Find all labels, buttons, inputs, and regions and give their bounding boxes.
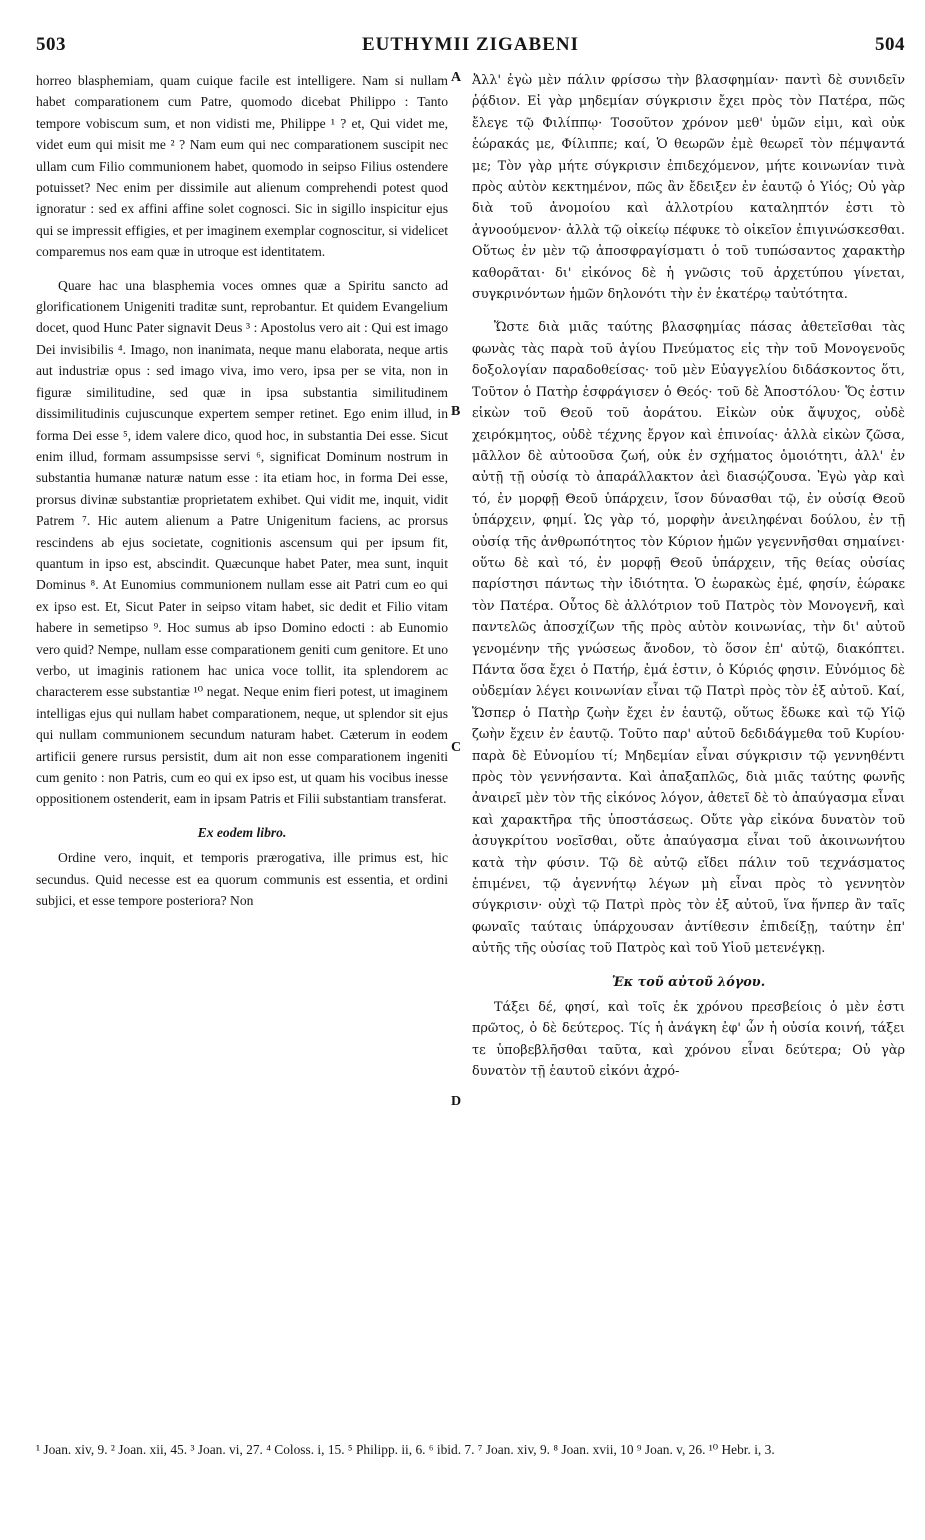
latin-column bbox=[36, 70, 448, 923]
latin-subheading: Ex eodem libro. bbox=[197, 824, 287, 840]
greek-paragraph-1: Ἀλλ' ἐγὼ μὲν πάλιν φρίσσω τὴν βλασφημίαν· παντὶ δὲ συνιδεῖν ῥᾴδιον. Εἰ γὰρ μηδεμίαν σύγκρισιν ἔχει πρὸς τὸν Πατέρα, πῶς ἔλεγε τῷ Φιλίππῳ· Τοσοῦτον χρόνον μεθ' ὑμῶν εἰμι, καὶ οὐκ ἑώρακάς με, Φίλιππε; καί, Ὁ θεωρῶν ἐμὲ θεωρεῖ τὸν πέμψαντά με; Τὸν γὰρ μήτε σύγκρισιν ἐπιδεχόμενον, μήτε κοινωνίαν τινὰ πρὸς αὐτὸν κεκτημένον, πῶς ἂν ἔδειξεν ἐν ἑαυτῷ ὁ Υἱός; Οὐ γὰρ διὰ τοῦ ἀνομοίου καὶ ἀλλοτρίου καταληπτόν ἐστι τὸ ἀγνοούμενον· ἀλλὰ τῷ οἰκείῳ πέφυκε τὸ οἰκεῖον ἐπιγινώσκεσθαι. Οὕτως ἐν μὲν τῷ ἀποσφραγίσματι ὁ τοῦ τυπώσαντος χαρακτὴρ καθορᾶται· δι' εἰκόνος δὲ ἡ γνῶσις τοῦ ἀρχετύπου γίνεται, συγκρινόντων ἡμῶν δηλονότι τὴν ἐν ἑκατέρῳ ταὐτότητα. bbox=[472, 73, 905, 303]
greek-paragraph-3: Τάξει δέ, φησί, καὶ τοῖς ἐκ χρόνου πρεσβείοις ὁ μὲν ἐστι πρῶτος, ὁ δὲ δεύτερος. Τίς ἡ ἀνάγκη ἐφ' ὧν ἡ οὐσία κοινή, τάξει τε ὑποβεβλῆσθαι ταῦτα, καὶ χρόνου εἶναι δεύτερα; Οὐ γὰρ δυνατὸν τῇ ἑαυτοῦ εἰκόνι ἀχρό- bbox=[472, 1000, 905, 1080]
margin-letter-c: C bbox=[451, 740, 462, 755]
margin-letter-d: D bbox=[451, 1094, 462, 1109]
page-number-right: 504 bbox=[875, 34, 905, 55]
margin-letter-b: B bbox=[451, 404, 461, 419]
greek-column bbox=[472, 70, 905, 1095]
margin-letter-a: A bbox=[451, 70, 462, 85]
latin-paragraph-3: Ordine vero, inquit, et temporis prærogativa, ille primus est, hic secundus. Quid necesse est ea quorum communis est essentia, et ordini subjici, et esse tempore posteriora? Non bbox=[36, 850, 448, 909]
page-number-left: 503 bbox=[36, 34, 66, 55]
running-header bbox=[36, 34, 905, 64]
greek-subheading: Ἐκ τοῦ αὐτοῦ λόγου. bbox=[611, 974, 766, 990]
running-title: EUTHYMII ZIGABENI bbox=[361, 34, 580, 55]
latin-paragraph-2: Quare hac una blasphemia voces omnes quæ a Spiritu sancto ad glorificationem Unigeniti traditæ sunt, reprobantur. Et quidem Evangelium docet, quod Hunc Pater signavit Deus ³ : Apostolus vero ait : Qui est imago Dei invisibilis ⁴. Imago, non inanimata, neque manu elaborata, neque artis aut industriæ opus : sed imago viva, imo vero, ipsa per se vita, non in figuræ similitudine, sed quæ in ipsa substantia similitudinem dissimilitudinis cujuscunque expertem semper retinet. Ego enim illud, in forma Dei esse ⁵, idem valere dico, quod hoc, in substantia Dei esse. Sicut enim illud, formam assumpsisse servi ⁶, significat Dominum nostrum in substantia humanæ naturæ natum esse : ita etiam hoc, in forma Dei esse, prorsus divinæ substantiæ proprietatem exhibet. Qui vidit me, inquit, vidit Patrem ⁷. Hic autem alienum a Patre Unigenitum faciens, ac prorsus rescindens ab ejus societate, cognitionis ascensum qui per ipsum fit, quantum in ipso est, abscindit. Quæcunque habet Pater, mea sunt, inquit Dominus ⁸. At Eunomius communionem nullam esse ait Patri cum eo qui ex ipso est. Et, Sicut Pater in seipso vitam habet, sic dedit et Filio vitam habere in semetipso ⁹. Hoc sumus ab ipso Domino edocti : ab Eunomio vero quid? Nempe, nullam esse comparationem geniti cum genitore. Et uno verbo, ut imaginis rationem hac unica voce tollit, ita splendorem ac characterem esse substantiæ ¹⁰ negat. Neque enim fieri potest, ut imaginem intelligas ejus qui nullam habet comparationem, neque, ut splendor sit ejus qui nullam communionem secundum naturam habet. Cæterum in eodem artificii genere rursus persistit, dum ait non esse comparationem ingeniti cum genito : non Patris, cum eo qui ex ipso est, ut quam his vocibus inesse oppositionem ostenderit, eam in ipsam Patris et Filii substantiam transferat. bbox=[36, 277, 448, 807]
footnotes: ¹ Joan. xiv, 9. ² Joan. xii, 45. ³ Joan. vi, 27. ⁴ Coloss. i, 15. ⁵ Philipp. ii, 6. ⁶ ibid. 7. ⁷ Joan. xiv, 9. ⁸ Joan. xvii, 10 ⁹ Joan. v, 26. ¹⁰ Hebr. i, 3. bbox=[36, 1442, 775, 1457]
latin-paragraph-1: horreo blasphemiam, quam cuique facile est intelligere. Nam si nullam habet comparationem cum Patre, quomodo dicebat Philippo : Tanto tempore vobiscum sum, et non vidisti me, Philippe ¹ ? et, Qui videt me, videt eum qui misit me ² ? Nam eum qui nec comparationem suscipit nec ullam cum Filio communionem habet, quomodo in seipso Filius ostendere potuisset? Nec enim per dissimile aut alienum comprehendi potest quod ignoratur : sed ex affini affine solet cognosci. Sic in sigillo inspicitur ejus qui se impressit effigies, et per imaginem exemplar cognoscitur, si videlicet comparemus nos eam quæ in utroque est identitatem. bbox=[36, 73, 448, 260]
greek-paragraph-2: Ὥστε διὰ μιᾶς ταύτης βλασφημίας πάσας ἀθετεῖσθαι τὰς φωνὰς τὰς παρὰ τοῦ ἁγίου Πνεύματος εἰς τὴν τοῦ Μονογενοῦς δοξολογίαν παραδοθείσας· τοῦ μὲν Εὐαγγελίου διδάσκοντος ὅτι, Τοῦτον ὁ Πατὴρ ἐσφράγισεν ὁ Θεός· τοῦ δὲ Ἀποστόλου· Ὅς ἐστιν εἰκὼν τοῦ Θεοῦ τοῦ ἀοράτου. Εἰκὼν οὐκ ἄψυχος, οὐδὲ χειρόκμητος, οὐδὲ τέχνης ἔργον καὶ ἐπινοίας· ἀλλὰ εἰκὼν ζῶσα, μᾶλλον δὲ αὐτοοῦσα ζωή, οὐκ ἐν σχήματος ὁμοιότητι, ἀλλ' ἐν αὐτῇ τῇ οὐσίᾳ τὸ ἀπαράλλακτον ἀεὶ διασῴζουσα. Ἐγὼ γὰρ καὶ τό, ἐν μορφῇ Θεοῦ ὑπάρχειν, ἴσον δύνασθαι τῷ, ἐν οὐσίᾳ Θεοῦ ὑπάρχειν, φημί. Ὡς γὰρ τό, μορφὴν ἀνειληφέναι δούλου, ἐν τῇ οὐσίᾳ τῆς ἀνθρωπότητος τὸν Κύριον ἡμῶν γεγεννῆσθαι σημαίνει· οὕτω δὲ καὶ τό, ἐν μορφῇ Θεοῦ ὑπάρχειν, τῆς θείας οὐσίας παρίστησι πάντως τὴν ἰδιότητα. Ὁ ἑωρακὼς ἐμέ, φησίν, ἑώρακε τὸν Πατέρα. Οὗτος δὲ ἀλλότριον τοῦ Πατρὸς τὸν Μονογενῆ, καὶ παντελῶς ἀποσχίζων τῆς πρὸς αὐτὸν κοινωνίας, τὴν δι' αὐτοῦ γενομένην τῆς γνώσεως ἄνοδον, τὸ ὅσον ἐπ' αὐτῷ, διακόπτει. Πάντα ὅσα ἔχει ὁ Πατήρ, ἐμά ἐστιν, ὁ Κύριός φησιν. Εὐνόμιος δὲ οὐδεμίαν λέγει κοινωνίαν εἶναι τῷ Πατρὶ πρὸς τὸν ἐξ αὐτοῦ. Καί, Ὥσπερ ὁ Πατὴρ ζωὴν ἔχει ἐν ἑαυτῷ, οὕτως ἔδωκε καὶ τῷ Υἱῷ ζωὴν ἔχειν ἐν ἑαυτῷ. Τοῦτο παρ' αὐτοῦ δεδιδάγμεθα τοῦ Κυρίου· παρὰ δὲ Εὐνομίου τί; Μηδεμίαν εἶναι σύγκρισιν τῷ γεννηθέντι πρὸς τὸν γεννήσαντα. Καὶ ἁπαξαπλῶς, διὰ μιᾶς ταύτης φωνῆς ἀναιρεῖ μὲν τὸν τῆς εἰκόνος λόγον, ἀθετεῖ δὲ τὸ ἀπαύγασμα εἶναι καὶ χαρακτῆρα τῆς ὑποστάσεως. Οὔτε γὰρ εἰκόνα δυνατὸν τοῦ ἀσυγκρίτου νοεῖσθαι, οὔτε ἀπαύγασμα εἶναι τοῦ ἀκοινωνήτου κατὰ τὴν φύσιν. Τῷ δὲ αὐτῷ εἴδει πάλιν τοῦ τεχνάσματος ἐπιμένει, τῷ ἀγεννήτῳ λέγων μὴ εἶναι πρὸς τὸ γεννητὸν σύγκρισιν· οὐχὶ τῷ Πατρὶ πρὸς τὸν ἐξ αὐτοῦ, ἵνα ἥνπερ ἂν ταῖς φωναῖς ταύταις ὑπάρχουσαν ἀντίθεσιν ἐπιδείξῃ, ταύτην ἐπ' αὐτῆς τῆς οὐσίας τοῦ Πατρὸς καὶ τοῦ Υἱοῦ μετενέγκῃ. bbox=[472, 320, 905, 957]
